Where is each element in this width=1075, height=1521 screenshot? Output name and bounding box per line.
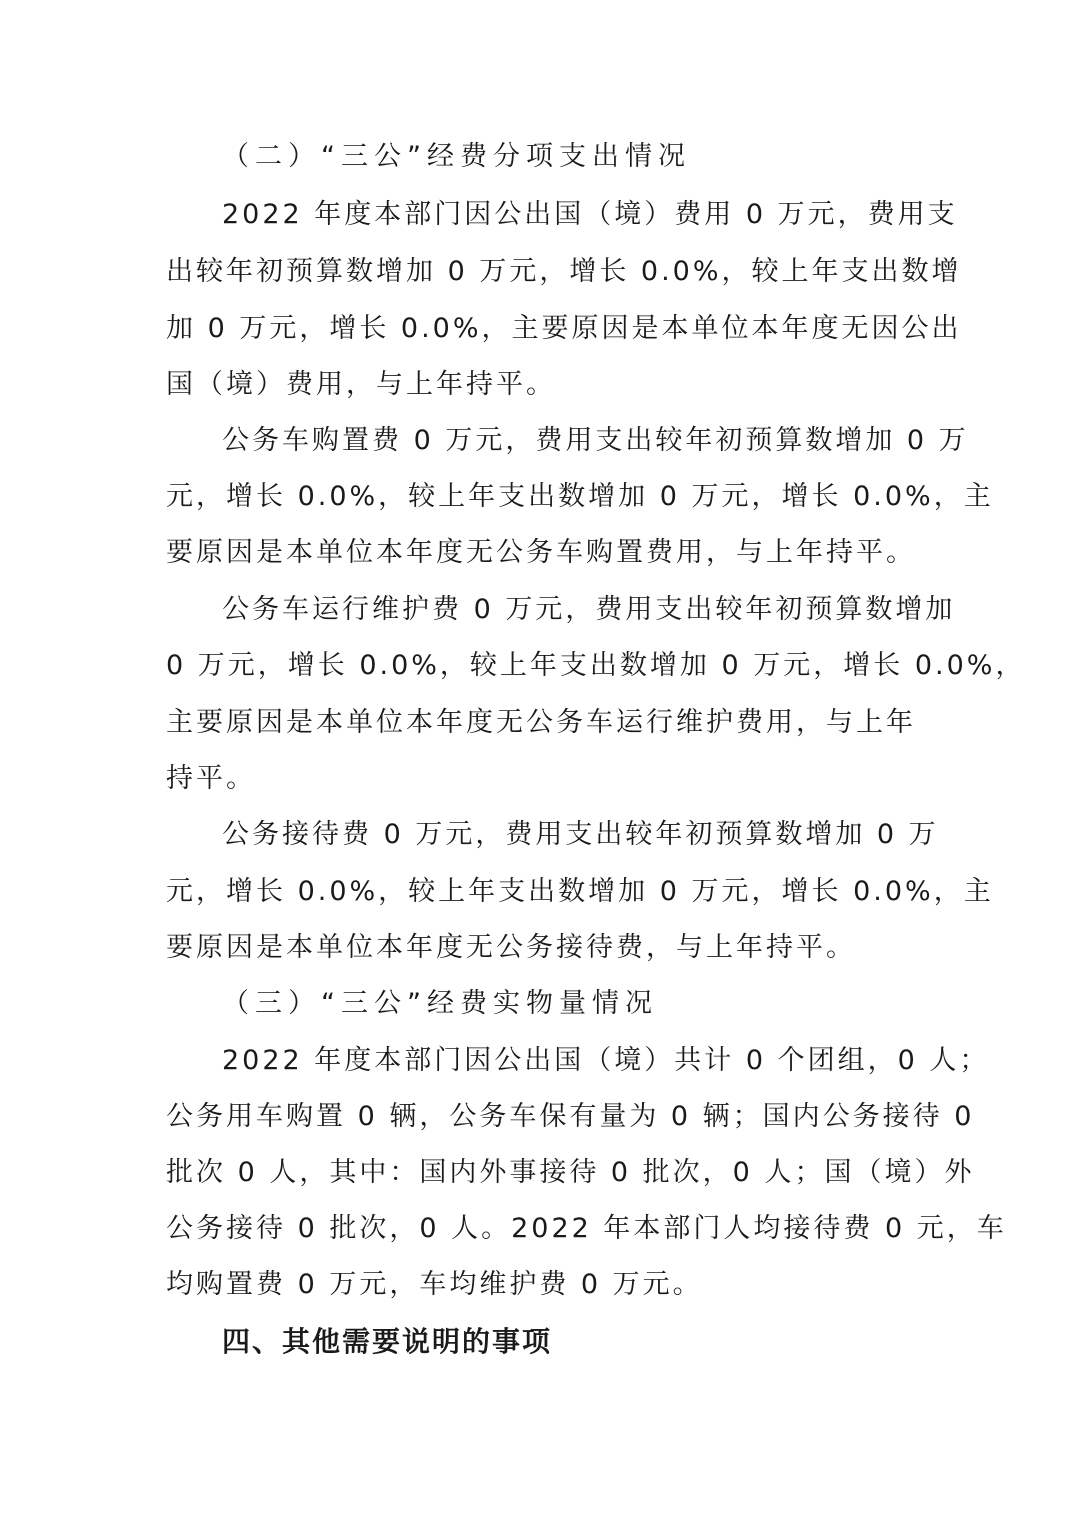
paragraph-line: 2022 年度本部门因公出国（境）费用 0 万元，费用支 <box>222 199 958 230</box>
paragraph-line: 公务车运行维护费 0 万元，费用支出较年初预算数增加 <box>222 594 956 625</box>
section-heading-other-matters: 四、其他需要说明的事项 <box>222 1325 553 1358</box>
paragraph-line: 2022 年度本部门因公出国（境）共计 0 个团组，0 人； <box>222 1045 990 1076</box>
paragraph-line: 要原因是本单位本年度无公务接待费，与上年持平。 <box>166 932 856 963</box>
paragraph-line: 持平。 <box>166 763 256 794</box>
paragraph-line: 元，增长 0.0%，较上年支出数增加 0 万元，增长 0.0%，主 <box>166 876 994 907</box>
paragraph-line: 公务接待 0 批次，0 人。2022 年本部门人均接待费 0 元，车 <box>166 1213 1007 1244</box>
paragraph-line: 批次 0 人，其中：国内外事接待 0 批次，0 人；国（境）外 <box>166 1157 975 1188</box>
paragraph-line: 公务用车购置 0 辆，公务车保有量为 0 辆；国内公务接待 0 <box>166 1101 975 1132</box>
section-heading-expenditure-by-item: （二）“三公”经费分项支出情况 <box>222 141 691 172</box>
paragraph-line: 公务接待费 0 万元，费用支出较年初预算数增加 0 万 <box>222 819 939 850</box>
paragraph-line: 0 万元，增长 0.0%，较上年支出数增加 0 万元，增长 0.0%， <box>166 650 1026 681</box>
paragraph-line: 元，增长 0.0%，较上年支出数增加 0 万元，增长 0.0%，主 <box>166 481 994 512</box>
paragraph-line: 要原因是本单位本年度无公务车购置费用，与上年持平。 <box>166 537 916 568</box>
paragraph-line: 国（境）费用，与上年持平。 <box>166 369 556 400</box>
paragraph-line: 均购置费 0 万元，车均维护费 0 万元。 <box>166 1269 703 1300</box>
paragraph-line: 出较年初预算数增加 0 万元，增长 0.0%，较上年支出数增 <box>166 256 962 287</box>
paragraph-line: 加 0 万元，增长 0.0%，主要原因是本单位本年度无因公出 <box>166 313 962 344</box>
paragraph-line: 公务车购置费 0 万元，费用支出较年初预算数增加 0 万 <box>222 425 969 456</box>
section-heading-physical-quantity: （三）“三公”经费实物量情况 <box>222 988 658 1019</box>
paragraph-line: 主要原因是本单位本年度无公务车运行维护费用，与上年 <box>166 707 916 738</box>
